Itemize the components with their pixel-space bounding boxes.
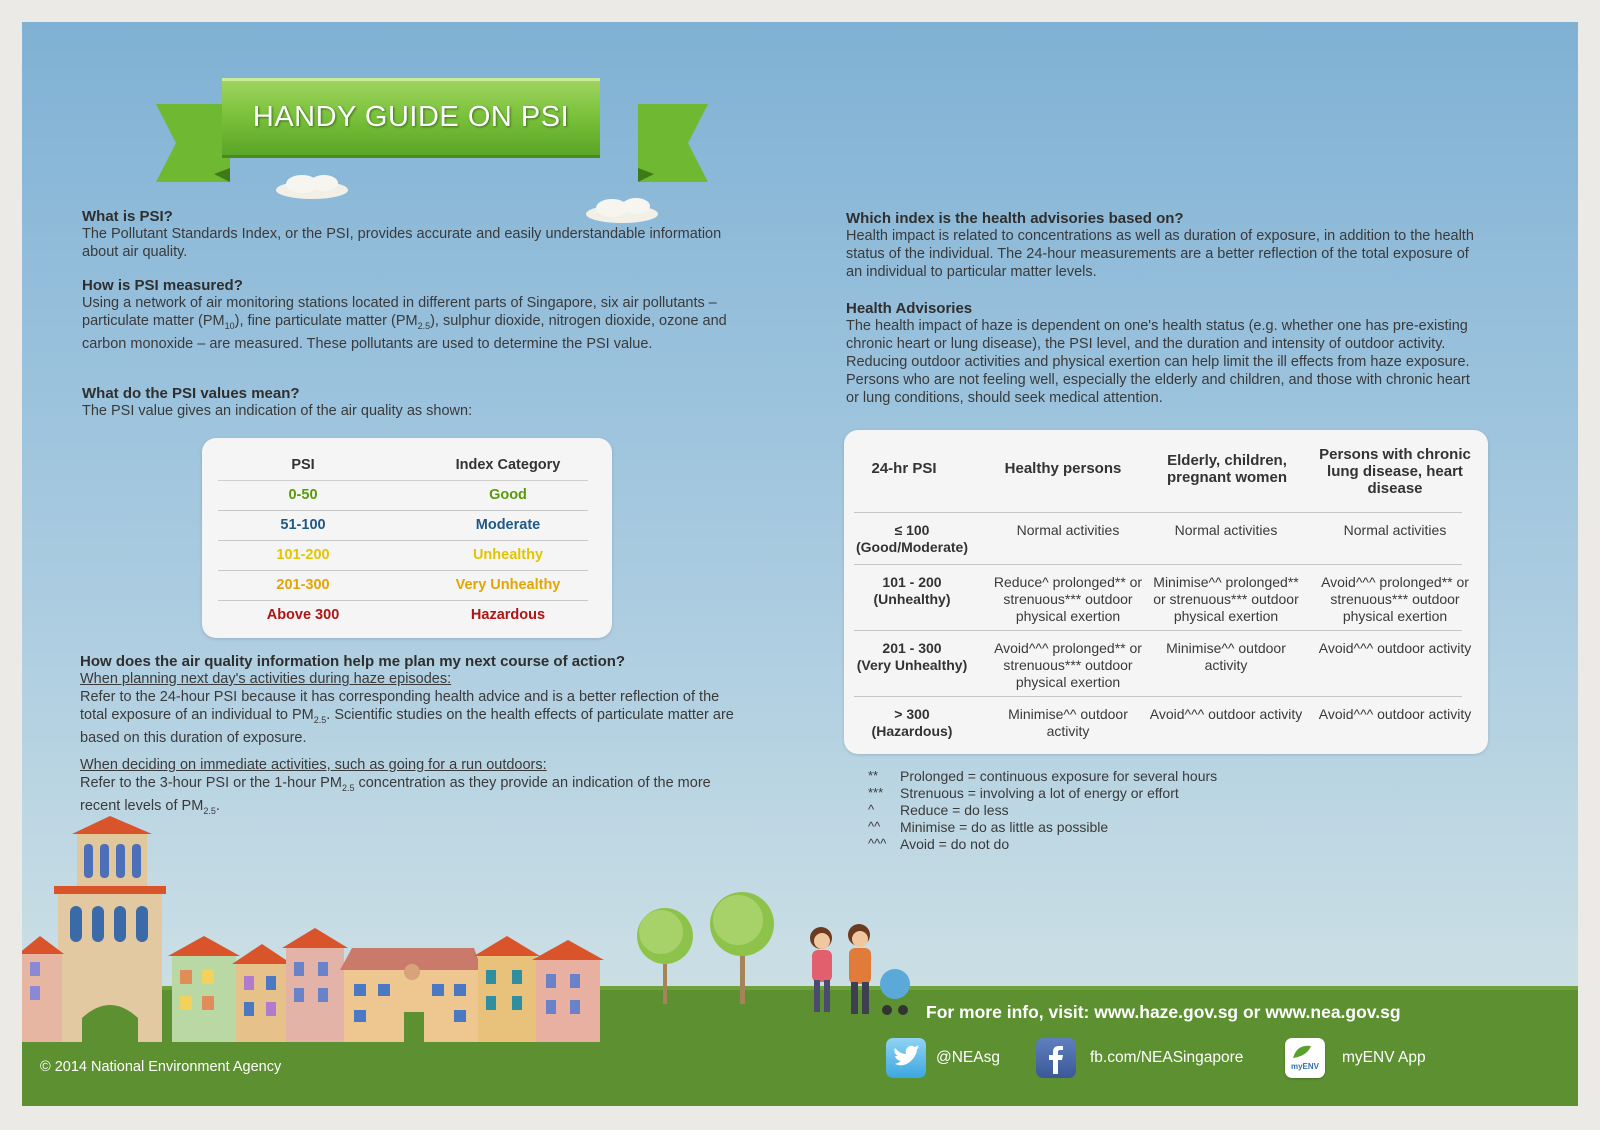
advisory-psi-cell (854, 640, 970, 674)
how-measured-text-part: ), fine particulate matter (PM (234, 313, 418, 329)
psi-range: 201-300 (276, 577, 330, 593)
what-is-psi-text: The Pollutant Standards Index, or the PSI, provides accurate and easily understandable information about air quality. (82, 226, 722, 260)
header-chronic-disease: Persons with chronic lung disease, heart disease (1319, 446, 1471, 497)
advisory-cell: Avoid^^^ prolonged** or strenuous*** outdoor physical exertion (1321, 574, 1469, 624)
myenv-app-link[interactable]: myENV App (1342, 1049, 1426, 1066)
legend-symbol: ^^ (868, 819, 881, 834)
advisory-cell: Minimise^^ prolonged** or strenuous*** outdoor physical exertion (1153, 574, 1299, 624)
health-advisory-table (844, 430, 1488, 754)
facebook-f-icon (1036, 1038, 1076, 1078)
what-is-psi-section (82, 208, 722, 261)
psi-range: 0-50 (288, 487, 318, 503)
pm25-subscript: 2.5 (341, 782, 355, 793)
psi-category: Good (489, 487, 527, 503)
psi-table (202, 438, 612, 638)
psi-table-row (218, 540, 588, 571)
how-measured-section (82, 277, 732, 353)
legend-text: Avoid = do not do (900, 836, 1010, 852)
advisory-cell: Avoid^^^ outdoor activity (1149, 706, 1303, 722)
leaf-icon (1285, 1038, 1325, 1064)
psi-category: Very Unhealthy (455, 577, 561, 593)
advisory-legend (868, 768, 1288, 858)
which-index-section (846, 210, 1476, 281)
advisory-psi-cell (854, 522, 970, 556)
which-index-heading: Which index is the health advisories based on? (846, 210, 1184, 227)
values-mean-heading: What do the PSI values mean? (82, 385, 300, 402)
advisory-table-row (854, 566, 1469, 631)
advisory-psi-range: > 300 (894, 706, 930, 722)
poster (22, 22, 1578, 1106)
legend-text: Minimise = do as little as possible (900, 819, 1109, 835)
psi-table-header (218, 450, 588, 481)
advisory-cell: Minimise^^ outdoor activity (1008, 706, 1128, 739)
advisory-psi-label: (Very Unhealthy) (856, 657, 968, 673)
advisory-psi-label: (Unhealthy) (873, 591, 951, 607)
advisory-cell: Minimise^^ outdoor activity (1166, 640, 1286, 673)
psi-range: 101-200 (276, 547, 330, 563)
advisories-heading: Health Advisories (846, 300, 973, 317)
advisory-table-header (854, 430, 1471, 513)
what-is-psi-heading: What is PSI? (82, 208, 173, 225)
plan-heading: How does the air quality information help me plan my next course of action? (80, 653, 626, 670)
advisory-psi-label: (Good/Moderate) (856, 539, 968, 555)
advisories-text: The health impact of haze is dependent on one's health status (e.g. whether one has pre-existing chronic heart or lung disease), the PSI level, and the duration and intensity of outdoor activity. Reducing outdoor activities and physical exertion can help limit the ill effects from haze exposure. Persons who are not feeling well, especially the elderly and children, and those with chronic heart or lung conditions, should seek medical attention. (846, 318, 1470, 406)
plan-text-part: . (215, 797, 220, 814)
how-measured-heading: How is PSI measured? (82, 277, 243, 294)
advisory-cell: Normal activities (1343, 522, 1447, 538)
advisory-table-row (854, 698, 1472, 752)
legend-text: Prolonged = continuous exposure for several hours (900, 768, 1218, 784)
more-info-link[interactable]: For more info, visit: www.haze.gov.sg or www.nea.gov.sg (926, 1002, 1401, 1022)
psi-table-row (218, 600, 588, 630)
legend-symbol: ^ (868, 802, 875, 817)
advisory-cell: Avoid^^^ outdoor activity (1318, 640, 1472, 656)
plan-subheading-immediate: When deciding on immediate activities, such as going for a run outdoors: (80, 756, 547, 773)
pm10-subscript: 10 (224, 320, 235, 331)
advisory-cell: Reduce^ prolonged** or strenuous*** outdoor physical exertion (993, 574, 1143, 624)
advisory-cell: Normal activities (1174, 522, 1278, 538)
advisories-section (846, 300, 1478, 407)
how-measured-text-part: Using a network of air monitoring stations located in different parts of Singapore, six air pollutants – particulate matter (PM (82, 295, 717, 329)
myenv-icon-label: myENV (1290, 1062, 1319, 1071)
trees-illustration (628, 888, 808, 1008)
plan-subheading-next-day: When planning next day's activities during haze episodes: (80, 671, 452, 687)
advisory-cell: Normal activities (1016, 522, 1120, 538)
legend-symbol: *** (868, 785, 884, 800)
plan-text-part: Refer to the 24-hour PSI because it has corresponding health advice and is a better reflection of the total exposure of an individual to PM (80, 689, 720, 723)
buildings-illustration (22, 812, 622, 1042)
advisory-cell: Avoid^^^ outdoor activity (1318, 706, 1472, 722)
advisory-psi-range: 101 - 200 (882, 574, 942, 590)
psi-range: 51-100 (280, 517, 326, 533)
myenv-app-icon[interactable] (1285, 1038, 1325, 1078)
which-index-text: Health impact is related to concentrations as well as duration of exposure, in addition to the health status of the individual. The 24-hour measurements are a better reflection of the total exposure of an individual to particular matter levels. (846, 228, 1474, 280)
pm25-subscript: 2.5 (313, 714, 327, 725)
plan-text-part: . Scientific studies on the health effects of particulate matter are based on this duration of exposure. (80, 707, 734, 746)
plan-text-part: Refer to the 3-hour PSI or the 1-hour PM (80, 774, 342, 791)
twitter-icon[interactable] (886, 1038, 926, 1078)
plan-section (80, 653, 740, 820)
twitter-bird-icon (886, 1038, 926, 1078)
psi-range: Above 300 (266, 607, 340, 623)
header-24hr-psi: 24-hr PSI (871, 460, 937, 477)
how-measured-text (82, 294, 732, 353)
psi-header: PSI (291, 457, 315, 473)
banner-ribbon (222, 78, 600, 158)
legend-text: Strenuous = involving a lot of energy or effort (900, 785, 1179, 801)
facebook-icon[interactable] (1036, 1038, 1076, 1078)
psi-category: Unhealthy (472, 547, 544, 563)
category-header: Index Category (455, 457, 561, 473)
pm25-subscript: 2.5 (203, 805, 216, 816)
values-mean-section (82, 385, 722, 420)
values-mean-text: The PSI value gives an indication of the air quality as shown: (82, 403, 473, 419)
plan-next-day-text (80, 688, 740, 747)
legend-symbol: ** (868, 768, 879, 783)
advisory-table-row (854, 632, 1472, 697)
legend-symbol: ^^^ (868, 836, 887, 851)
advisory-psi-label: (Hazardous) (871, 723, 953, 739)
psi-category: Moderate (475, 517, 541, 533)
copyright: © 2014 National Environment Agency (40, 1059, 282, 1075)
advisory-cell: Avoid^^^ prolonged** or strenuous*** outdoor physical exertion (994, 640, 1142, 690)
advisory-psi-cell (854, 574, 970, 608)
advisory-psi-range: ≤ 100 (894, 522, 930, 538)
advisory-psi-cell (854, 706, 970, 740)
legend-text: Reduce = do less (900, 802, 1009, 818)
plan-text-part: concentration as they provide an indication of the more recent levels of PM (80, 774, 711, 814)
psi-table-row (218, 570, 588, 601)
how-measured-text-part: ), sulphur dioxide, nitrogen dioxide, ozone and carbon monoxide – are measured. These pollutants are used to determine the PSI value. (82, 313, 727, 352)
pm25-subscript: 2.5 (417, 320, 431, 331)
advisory-psi-range: 201 - 300 (882, 640, 942, 656)
header-healthy-persons: Healthy persons (1004, 460, 1122, 477)
banner-title: HANDY GUIDE ON PSI (252, 101, 570, 133)
advisory-table-row (854, 514, 1462, 565)
psi-category: Hazardous (470, 607, 546, 623)
twitter-handle[interactable]: @NEAsg (936, 1049, 1000, 1066)
facebook-link[interactable]: fb.com/NEASingapore (1090, 1049, 1244, 1066)
psi-table-row (218, 510, 588, 541)
psi-table-row (218, 480, 588, 511)
header-elderly-children: Elderly, children, pregnant women (1166, 452, 1287, 486)
family-illustration (797, 922, 917, 1022)
